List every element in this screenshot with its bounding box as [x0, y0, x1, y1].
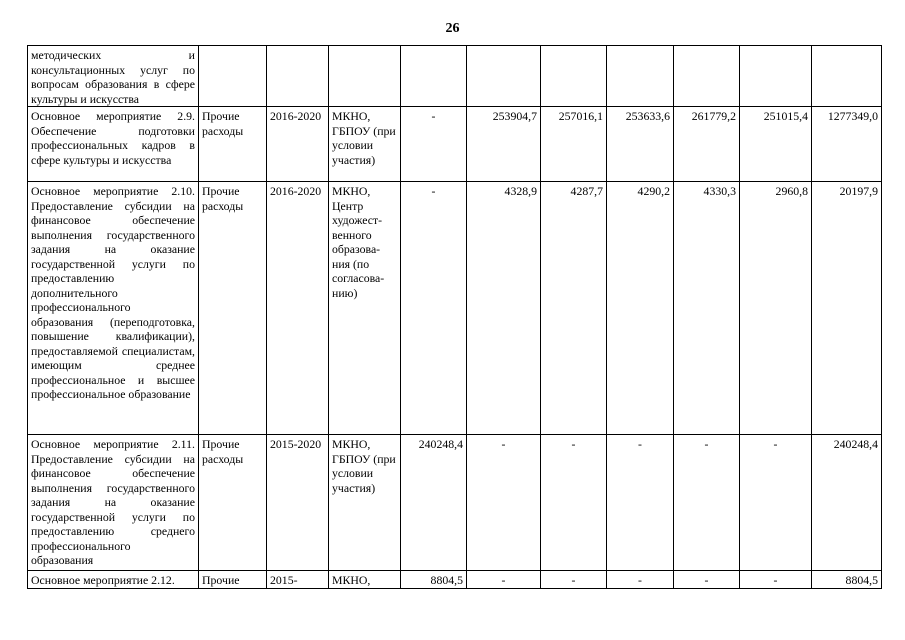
cell-2019: - [674, 435, 740, 571]
cell-total: 240248,4 [812, 435, 882, 571]
cell-2015: - [401, 107, 467, 182]
table-row [28, 107, 882, 182]
row-description: Основное мероприятие 2.9. Обеспечение подготовки профессиональных кадров в сфере культуры и искусства [28, 107, 199, 182]
row-description: Основное мероприятие 2.12. [28, 571, 199, 589]
cell-2020: 2960,8 [740, 182, 812, 435]
cell-2018: 253633,6 [607, 107, 674, 182]
cell-2019: - [674, 571, 740, 589]
cell-2016 [467, 46, 541, 107]
cell-2018 [607, 46, 674, 107]
table-row [28, 435, 882, 571]
cell-2015: 8804,5 [401, 571, 467, 589]
row-executor [329, 46, 401, 107]
cell-2020: 251015,4 [740, 107, 812, 182]
cell-total [812, 46, 882, 107]
cell-2020 [740, 46, 812, 107]
cell-2015 [401, 46, 467, 107]
cell-2015: 240248,4 [401, 435, 467, 571]
cell-2018: 4290,2 [607, 182, 674, 435]
cell-2019 [674, 46, 740, 107]
row-executor: МКНО, ГБПОУ (при условии участия) [329, 107, 401, 182]
cell-total: 1277349,0 [812, 107, 882, 182]
cell-2017: - [541, 435, 607, 571]
cell-2017: - [541, 571, 607, 589]
table-row [28, 571, 882, 589]
cell-2016: 253904,7 [467, 107, 541, 182]
cell-2017: 257016,1 [541, 107, 607, 182]
row-source: Прочие расходы [199, 435, 267, 571]
cell-2017 [541, 46, 607, 107]
cell-total: 8804,5 [812, 571, 882, 589]
cell-2020: - [740, 571, 812, 589]
row-description: методических и консультационных услуг по вопросам образования в сфере культуры и искусства [28, 46, 199, 107]
cell-2019: 261779,2 [674, 107, 740, 182]
table-row [28, 182, 882, 435]
table-row [28, 46, 882, 107]
budget-table [27, 45, 882, 589]
page-number: 26 [445, 21, 460, 36]
cell-2016: 4328,9 [467, 182, 541, 435]
cell-2018: - [607, 571, 674, 589]
row-description: Основное мероприятие 2.10. Предоставление субсидии на финансовое обеспечение выполнения государственного задания на оказание государственной услуги по предоставлению дополнительного профессионального образования (переподготовка, повышение квалификации), предоставляемой специалистам, имеющим среднее профессиональное и высшее профессиональное образование [28, 182, 199, 435]
row-period [267, 46, 329, 107]
row-source: Прочие [199, 571, 267, 589]
row-source: Прочие расходы [199, 107, 267, 182]
row-source: Прочие расходы [199, 182, 267, 435]
row-period: 2016-2020 [267, 107, 329, 182]
row-executor: МКНО, ГБПОУ (при условии участия) [329, 435, 401, 571]
cell-2016: - [467, 435, 541, 571]
cell-2017: 4287,7 [541, 182, 607, 435]
row-period: 2016-2020 [267, 182, 329, 435]
row-executor: МКНО, [329, 571, 401, 589]
cell-total: 20197,9 [812, 182, 882, 435]
row-period: 2015- [267, 571, 329, 589]
row-executor: МКНО, Центр художест-венного образова-ния (по согласова-нию) [329, 182, 401, 435]
cell-2019: 4330,3 [674, 182, 740, 435]
cell-2016: - [467, 571, 541, 589]
row-description: Основное мероприятие 2.11. Предоставление субсидии на финансовое обеспечение выполнения государственного задания на оказание государственной услуги по предоставлению среднего профессионального образования [28, 435, 199, 571]
row-period: 2015-2020 [267, 435, 329, 571]
cell-2020: - [740, 435, 812, 571]
row-source [199, 46, 267, 107]
cell-2015: - [401, 182, 467, 435]
cell-2018: - [607, 435, 674, 571]
